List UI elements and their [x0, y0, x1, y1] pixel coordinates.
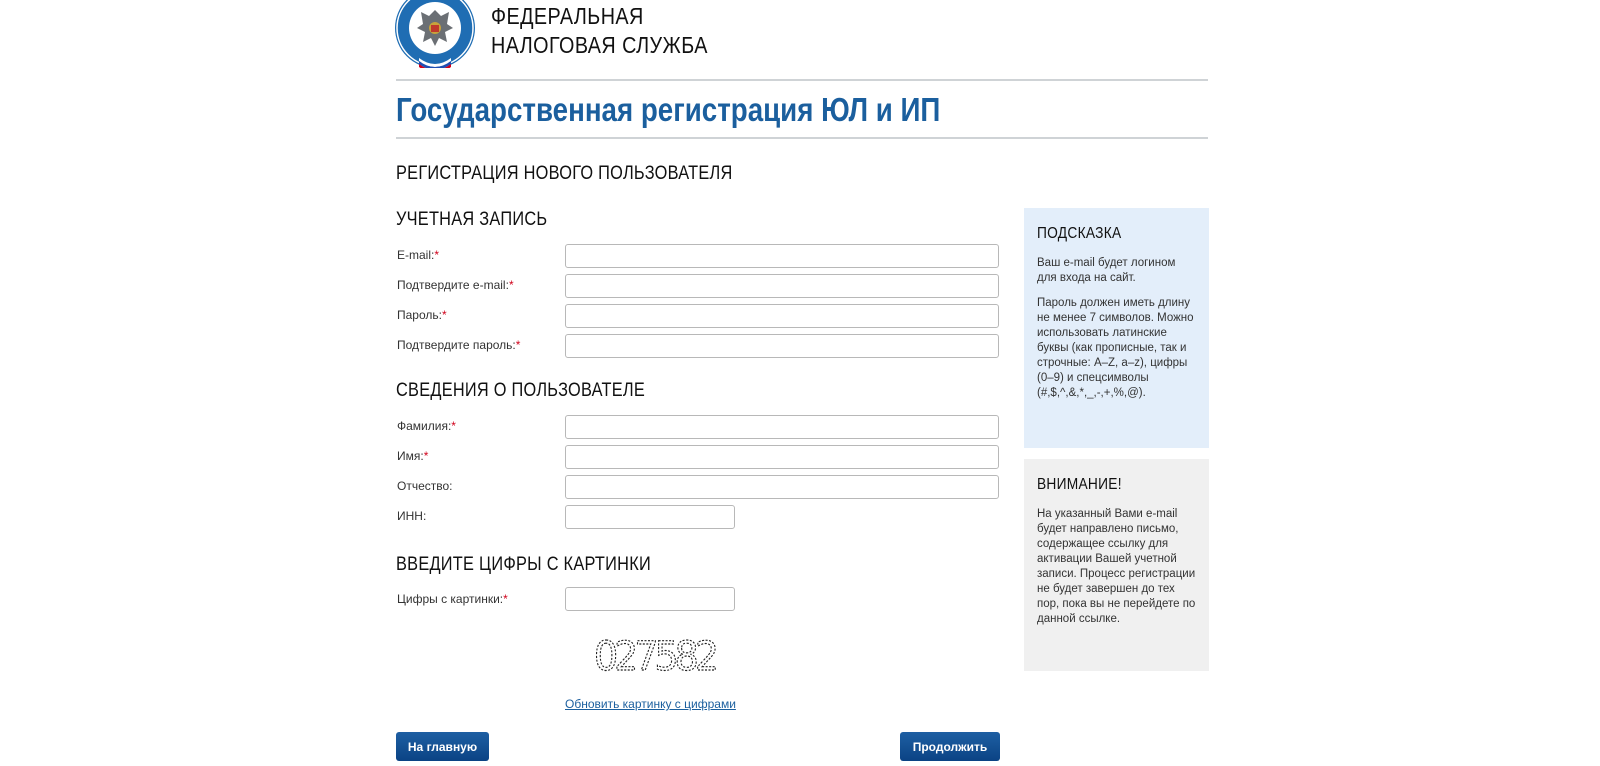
refresh-captcha-link[interactable]: Обновить картинку с цифрами	[565, 697, 736, 711]
title-divider	[396, 137, 1208, 139]
confirm-email-label: Подтвердите e-mail:*	[397, 278, 514, 292]
required-mark: *	[434, 248, 440, 262]
captcha-heading: ВВЕДИТЕ ЦИФРЫ С КАРТИНКИ	[396, 554, 651, 575]
warning-text: На указанный Вами e-mail будет направлено письмо, содержащее ссылку для активации Вашей учетной записи. Процесс регистрации не будет завершен до тех пор, пока вы не перейдете по данной ссылке.	[1037, 508, 1196, 625]
inn-label: ИНН:	[397, 509, 427, 523]
captcha-input[interactable]	[565, 587, 735, 611]
captcha-image	[590, 632, 730, 676]
header-divider	[396, 79, 1208, 81]
fns-eagle-emblem-icon	[391, 0, 479, 68]
org-name-line2: НАЛОГОВАЯ СЛУЖБА	[491, 32, 708, 58]
warning-title: ВНИМАНИЕ!	[1037, 476, 1122, 493]
email-label: E-mail:*	[397, 248, 440, 262]
required-mark: *	[441, 308, 447, 322]
patronymic-label: Отчество:	[397, 479, 453, 493]
hint-text	[1037, 256, 1196, 401]
hint-box	[1024, 208, 1209, 448]
fns-logo[interactable]	[391, 0, 479, 68]
required-mark: *	[503, 592, 508, 606]
org-name	[491, 2, 708, 60]
password-input[interactable]	[565, 304, 999, 328]
patronymic-input[interactable]	[565, 475, 999, 499]
org-name-line1: ФЕДЕРАЛЬНАЯ	[491, 3, 644, 29]
form-title: РЕГИСТРАЦИЯ НОВОГО ПОЛЬЗОВАТЕЛЯ	[396, 163, 733, 184]
home-button[interactable]: На главную	[396, 732, 489, 761]
captcha-label: Цифры с картинки:*	[397, 592, 508, 606]
user-info-heading: СВЕДЕНИЯ О ПОЛЬЗОВАТЕЛЕ	[396, 380, 646, 401]
confirm-password-input[interactable]	[565, 334, 999, 358]
required-mark: *	[508, 278, 514, 292]
captcha-digits: 027582	[594, 633, 716, 676]
surname-label: Фамилия:*	[397, 419, 456, 433]
name-input[interactable]	[565, 445, 999, 469]
hint-login-paragraph: Ваш e-mail будет логином для входа на сайт.	[1037, 257, 1176, 284]
surname-input[interactable]	[565, 415, 999, 439]
hint-password-paragraph: Пароль должен иметь длину не менее 7 символов. Можно использовать латинские буквы (как прописные, так и строчные: A–Z, a–z), цифры (0–9) и спецсимволы (#,$,^,&,*,_,-,+,%,@).	[1037, 297, 1194, 399]
confirm-email-input[interactable]	[565, 274, 999, 298]
account-heading: УЧЕТНАЯ ЗАПИСЬ	[396, 209, 548, 230]
required-mark: *	[515, 338, 521, 352]
hint-title: ПОДСКАЗКА	[1037, 225, 1122, 242]
required-mark: *	[423, 449, 429, 463]
email-input[interactable]	[565, 244, 999, 268]
page-title: Государственная регистрация ЮЛ и ИП	[396, 91, 941, 128]
password-label: Пароль:*	[397, 308, 447, 322]
required-mark: *	[451, 419, 456, 433]
inn-input[interactable]	[565, 505, 735, 529]
name-label: Имя:*	[397, 449, 429, 463]
confirm-password-label: Подтвердите пароль:*	[397, 338, 521, 352]
continue-button[interactable]: Продолжить	[900, 732, 1000, 761]
warning-box	[1024, 459, 1209, 671]
